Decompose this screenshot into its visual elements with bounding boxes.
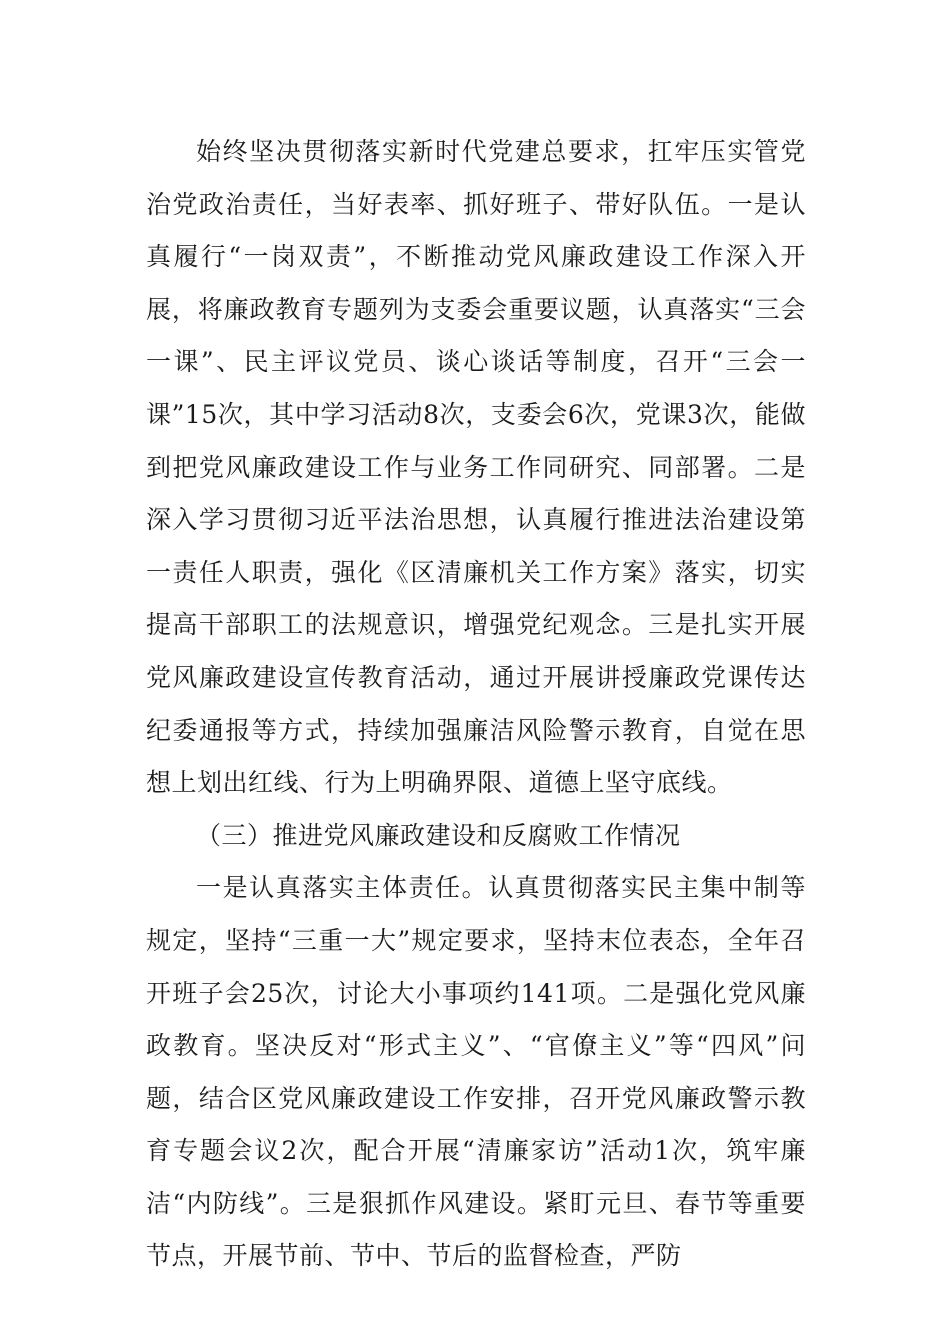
document-body [146,126,806,1283]
paragraph-anti-corruption: 一是认真落实主体责任。认真贯彻落实民主集中制等规定，坚持“三重一大”规定要求，坚持末位表态，全年召开班子会25次，讨论大小事项约141项。二是强化党风廉政教育。坚决反对“形式主义”、“官僚主义”等“四风”问题，结合区党风廉政建设工作安排，召开党风廉政警示教育专题会议2次，配合开展“清廉家访”活动1次，筑牢廉洁“内防线”。三是狠抓作风建设。紧盯元旦、春节等重要节点，开展节前、节中、节后的监督检查，严防 [146,873,806,1271]
section-heading-3: （三）推进党风廉政建设和反腐败工作情况 [196,820,681,850]
paragraph-party-building: 始终坚决贯彻落实新时代党建总要求，扛牢压实管党治党政治责任，当好表率、抓好班子、带好队伍。一是认真履行“一岗双责”，不断推动党风廉政建设工作深入开展，将廉政教育专题列为支委会重要议题，认真落实“三会一课”、民主评议党员、谈心谈话等制度，召开“三会一课”15次，其中学习活动8次，支委会6次，党课3次，能做到把党风廉政建设工作与业务工作同研究、同部署。二是深入学习贯彻习近平法治思想，认真履行推进法治建设第一责任人职责，强化《区清廉机关工作方案》落实，切实提高干部职工的法规意识，增强党纪观念。三是扎实开展党风廉政建设宣传教育活动，通过开展讲授廉政党课传达纪委通报等方式，持续加强廉洁风险警示教育，自觉在思想上划出红线、行为上明确界限、道德上坚守底线。 [146,137,806,798]
